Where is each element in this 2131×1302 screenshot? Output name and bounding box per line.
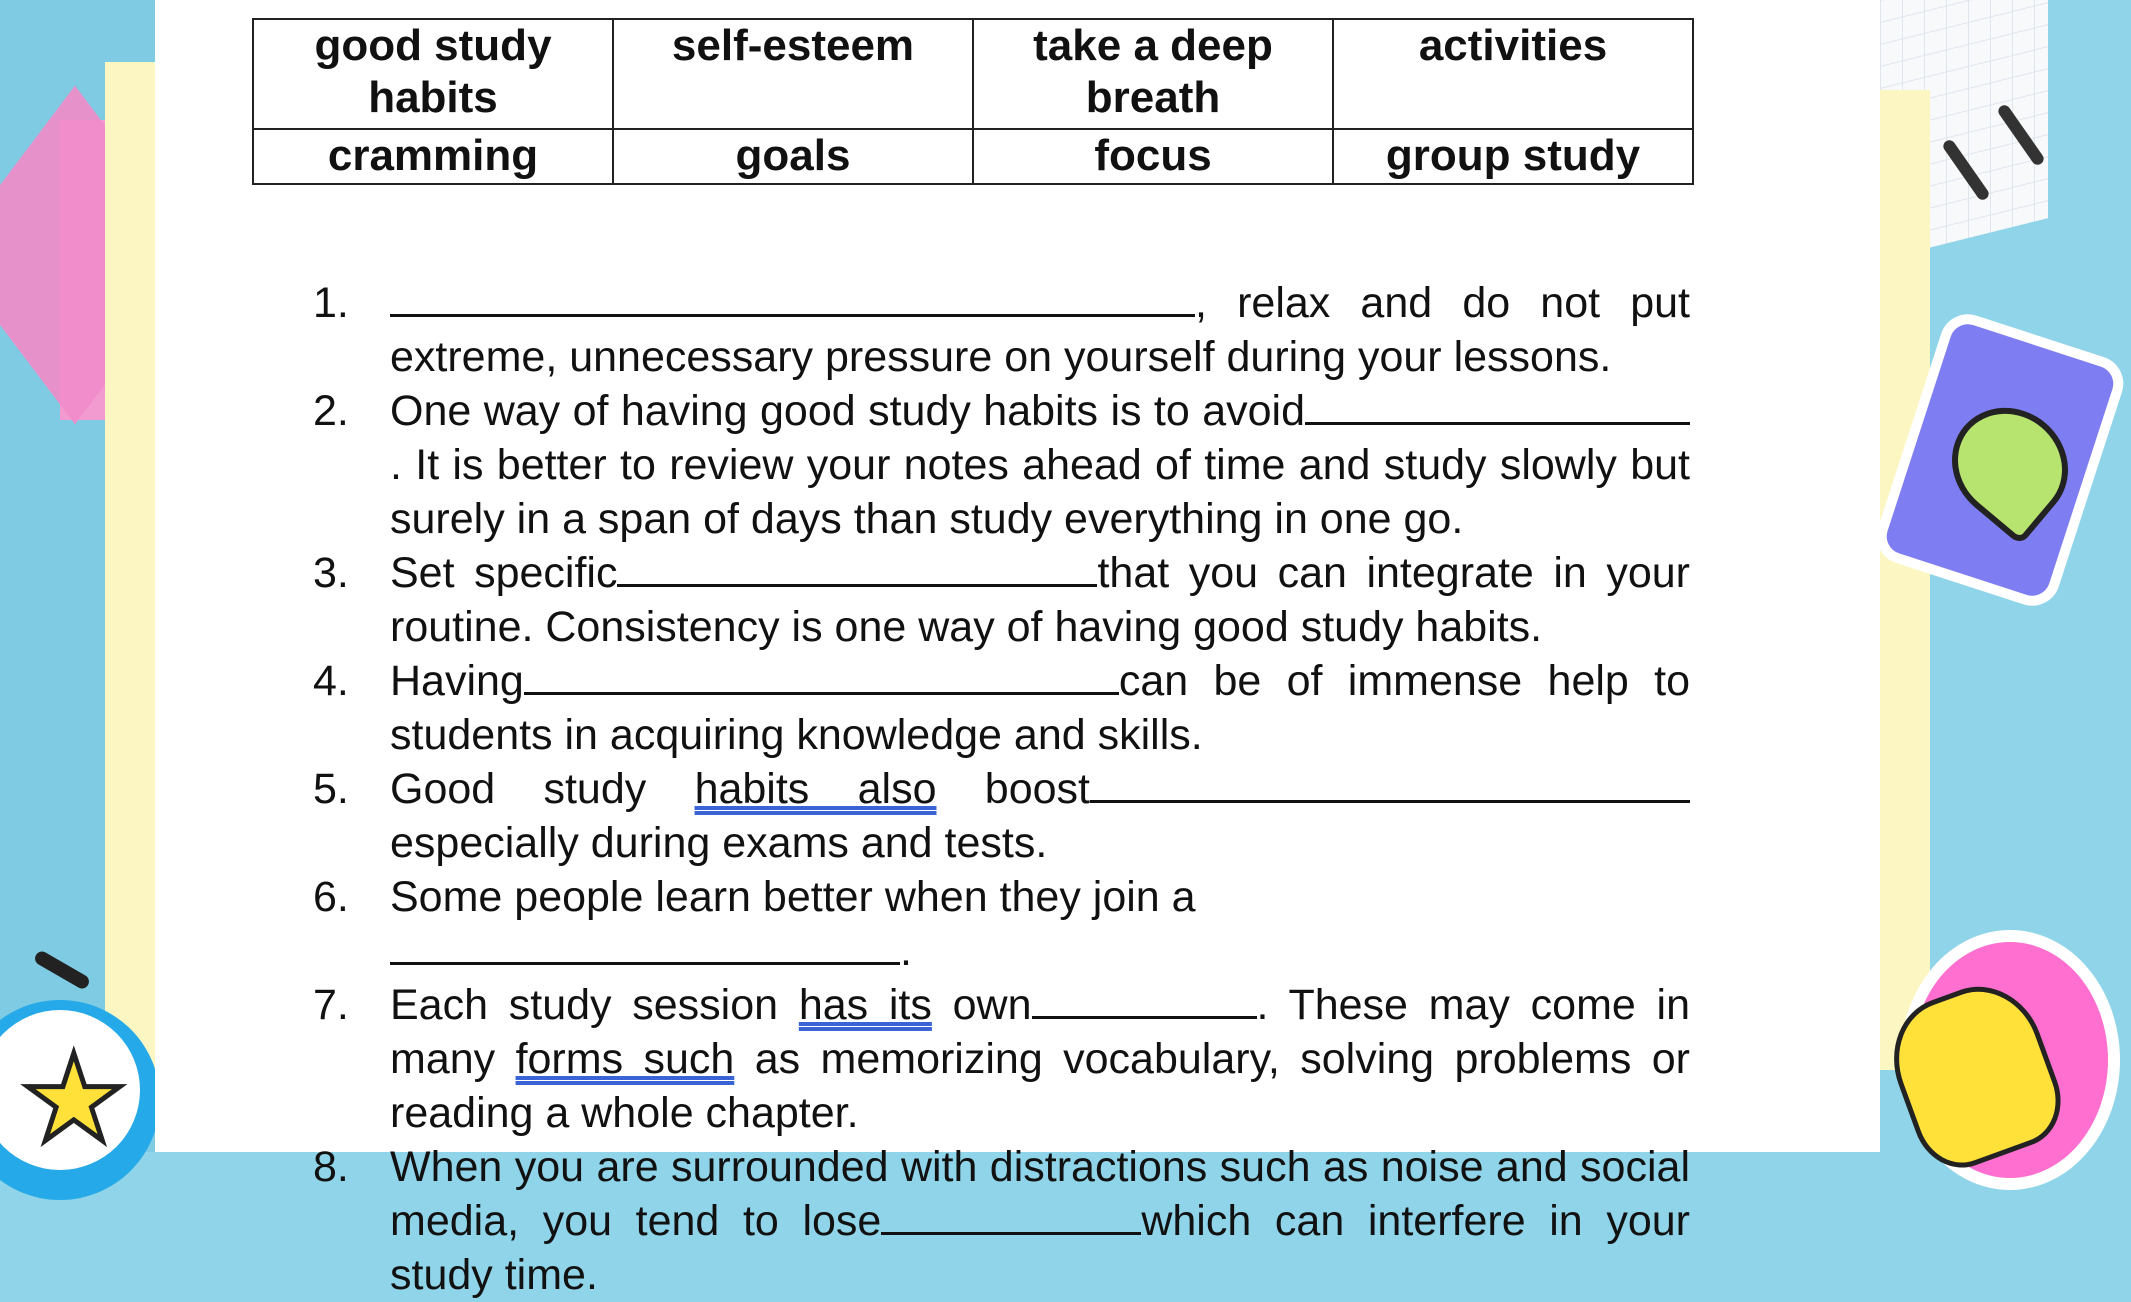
answer-blank[interactable] xyxy=(390,927,900,965)
yellow-note-strip-left xyxy=(105,62,157,1102)
question-number: 3. xyxy=(313,549,349,597)
question-text: Some people learn better when they join a. xyxy=(390,873,1196,975)
star-icon: ★ xyxy=(20,1030,128,1169)
word-bank-row xyxy=(253,129,1693,184)
question-number: 2. xyxy=(313,387,349,435)
answer-blank[interactable] xyxy=(1305,387,1690,425)
answer-blank[interactable] xyxy=(524,657,1119,695)
worksheet-paper xyxy=(155,0,1880,1299)
question-item xyxy=(163,276,1863,384)
word-bank-cell: take a deep breath xyxy=(973,19,1333,129)
question-item xyxy=(163,384,1863,546)
underlined-text: habits also xyxy=(694,765,937,813)
question-item xyxy=(163,654,1863,762)
question-item xyxy=(163,870,1863,978)
question-text: One way of having good study habits is to avoid. It is better to review your notes ahead of time and study slowly but surely in a span of days than study everything in one go. xyxy=(390,387,1690,543)
word-bank-cell: self-esteem xyxy=(613,19,973,129)
question-item xyxy=(163,1140,1863,1302)
question-text: Good study habits also boostespecially during exams and tests. xyxy=(390,762,1690,870)
yellow-note-strip-right xyxy=(1880,90,1930,1070)
underlined-text: forms such xyxy=(515,1035,735,1083)
question-item xyxy=(163,546,1863,654)
answer-blank[interactable] xyxy=(881,1197,1141,1235)
underlined-text: has its xyxy=(798,981,932,1029)
question-number: 5. xyxy=(313,765,349,813)
question-text: Each study session has its own . These may come in many forms such as memorizing vocabulary, solving problems or reading a whole chapter. xyxy=(390,981,1691,1137)
word-bank-cell: focus xyxy=(973,129,1333,184)
word-bank-cell: cramming xyxy=(253,129,613,184)
question-item xyxy=(163,762,1863,870)
question-item xyxy=(163,978,1863,1140)
question-number: 1. xyxy=(313,279,349,327)
question-list xyxy=(163,276,1863,1302)
answer-blank[interactable] xyxy=(617,549,1097,587)
question-number: 4. xyxy=(313,657,349,705)
question-number: 6. xyxy=(313,873,349,921)
question-number: 8. xyxy=(313,1143,349,1191)
answer-blank[interactable] xyxy=(1090,765,1690,803)
word-bank-cell: goals xyxy=(613,129,973,184)
question-number: 7. xyxy=(313,981,349,1029)
question-text: Set specific that you can integrate in your routine. Consistency is one way of having good study habits. xyxy=(390,549,1690,651)
word-bank-row xyxy=(253,19,1693,129)
answer-blank[interactable] xyxy=(1032,981,1257,1019)
question-text: Having can be of immense help to students in acquiring knowledge and skills. xyxy=(390,657,1690,759)
word-bank-cell: good study habits xyxy=(253,19,613,129)
word-bank-cell: group study xyxy=(1333,129,1693,184)
answer-blank[interactable] xyxy=(390,279,1195,317)
word-bank-table xyxy=(252,18,1694,185)
question-text: When you are surrounded with distractions such as noise and social media, you tend to lose which can interfere in your study time. xyxy=(390,1143,1690,1299)
question-text: , relax and do not put extreme, unnecessary pressure on yourself during your lessons. xyxy=(390,279,1690,381)
word-bank-cell: activities xyxy=(1333,19,1693,129)
